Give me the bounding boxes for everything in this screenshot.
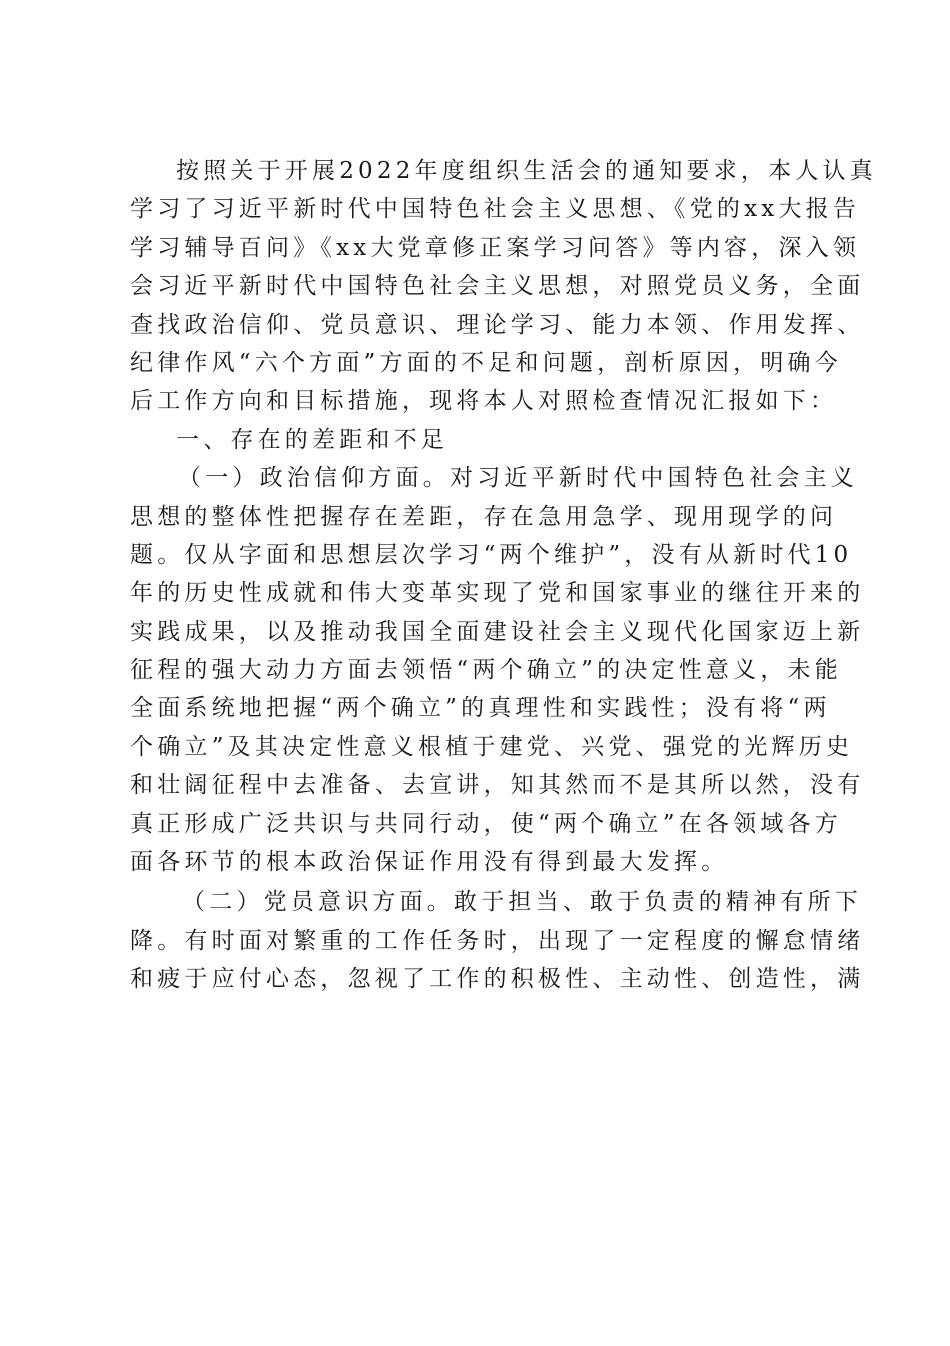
text-line: 年的历史性成就和伟大变革实现了党和国家事业的继往开来的	[130, 580, 865, 607]
intro-paragraph	[130, 152, 877, 421]
party-awareness-paragraph	[130, 883, 865, 998]
text-line: 学习了习近平新时代中国特色社会主义思想、《党的xx大报告	[130, 196, 861, 223]
text-line: （一）政治信仰方面。对习近平新时代中国特色社会主义	[178, 465, 858, 492]
text-line: 征程的强大动力方面去领悟“两个确立”的决定性意义，未能	[130, 657, 842, 684]
text-line: 会习近平新时代中国特色社会主义思想，对照党员义务，全面	[130, 273, 865, 300]
text-line: 降。有时面对繁重的工作任务时，出现了一定程度的懈怠情绪	[130, 927, 865, 954]
text-line: 真正形成广泛共识与共同行动，使“两个确立”在各领域各方	[130, 810, 842, 837]
text-line: 按照关于开展2022年度组织生活会的通知要求，本人认真	[176, 158, 877, 184]
text-line: 后工作方向和目标措施，现将本人对照检查情况汇报如下：	[130, 388, 838, 415]
text-line: （二）党员意识方面。敢于担当、敢于负责的精神有所下	[182, 889, 862, 916]
text-line: 面各环节的根本政治保证作用没有得到最大发挥。	[130, 849, 729, 876]
text-line: 思想的整体性把握存在差距，存在急用急学、现用现学的问	[130, 503, 838, 530]
text-line: 和壮阔征程中去准备、去宣讲，知其然而不是其所以然，没有	[130, 772, 865, 799]
text-line: 个确立”及其决定性意义根植于建党、兴党、强党的光辉历史	[130, 733, 854, 760]
text-line: 全面系统地把握“两个确立”的真理性和实践性；没有将“两	[130, 695, 831, 722]
political-belief-paragraph	[130, 459, 865, 881]
text-line: 纪律作风“六个方面”方面的不足和问题，剖析原因，明确今	[130, 349, 842, 376]
section-heading-text: 一、存在的差距和不足	[176, 426, 448, 453]
text-line: 和疲于应付心态，忽视了工作的积极性、主动性、创造性，满	[130, 966, 865, 993]
text-line: 实践成果，以及推动我国全面建设社会主义现代化国家迈上新	[130, 618, 865, 645]
section-heading	[130, 421, 825, 459]
text-line: 查找政治信仰、党员意识、理论学习、能力本领、作用发挥、	[130, 311, 865, 338]
document-body	[130, 152, 877, 999]
text-line: 题。仅从字面和思想层次学习“两个维护”，没有从新时代10	[130, 541, 853, 568]
text-line: 学习辅导百问》《xx大党章修正案学习问答》等内容，深入领	[130, 234, 861, 261]
